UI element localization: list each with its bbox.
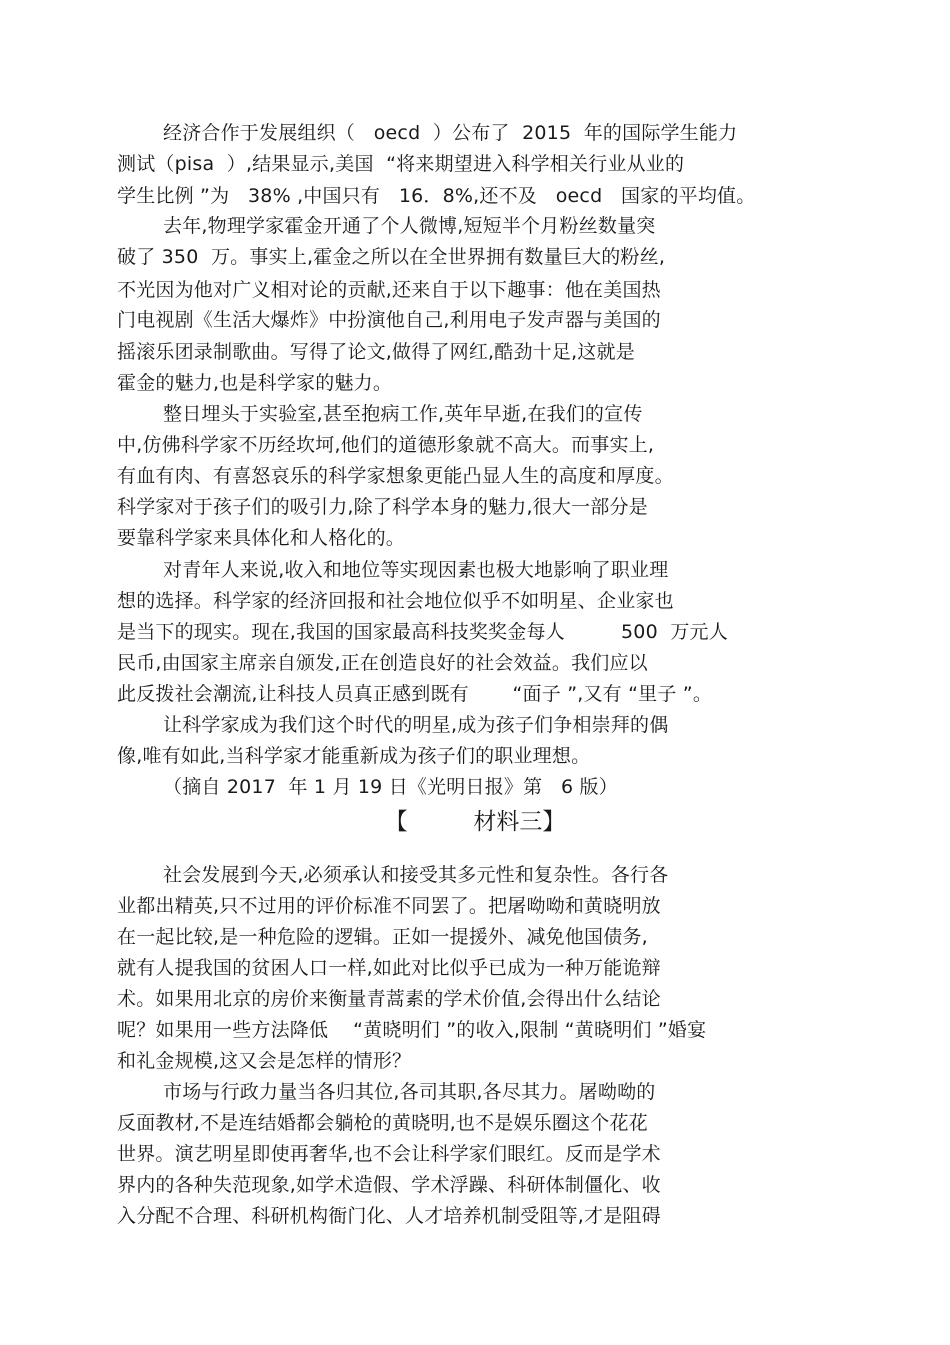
text-line: 整日埋头于实验室,甚至抱病工作,英年早逝,在我们的宣传 xyxy=(163,403,643,425)
text-line: 去年,物理学家霍金开通了个人微博,短短半个月粉丝数量突 xyxy=(163,215,656,237)
text-line: 科学家对于孩子们的吸引力,除了科学本身的魅力,很大一部分是 xyxy=(117,496,648,518)
text-line: 入分配不合理、科研机构衙门化、人才培养机制受阻等,才是阻碍 xyxy=(117,1205,661,1227)
text-line: 霍金的魅力,也是科学家的魅力。 xyxy=(117,372,393,394)
text-line: 要靠科学家来具体化和人格化的。 xyxy=(117,527,406,549)
text-line: 社会发展到今天,必须承认和接受其多元性和复杂性。各行各 xyxy=(163,864,669,886)
text-line: 世界。演艺明星即使再奢华,也不会让科学家们眼红。反而是学术 xyxy=(117,1143,661,1165)
text-line: 民币,由国家主席亲自颁发,正在创造良好的社会效益。我们应以 xyxy=(117,652,648,674)
text-line: 市场与行政力量当各归其位,各司其职,各尽其力。屠呦呦的 xyxy=(163,1081,656,1103)
text-line: 此反拨社会潮流,让科技人员真正感到既有 “面子 ”,又有 “里子 ”。 xyxy=(117,683,713,705)
text-line: 让科学家成为我们这个时代的明星,成为孩子们争相崇拜的偶 xyxy=(163,714,669,736)
text-line: 在一起比较,是一种危险的逻辑。正如一提援外、减免他国债务, xyxy=(117,926,648,948)
text-line: 反面教材,不是连结婚都会躺枪的黄晓明,也不是娱乐圈这个花花 xyxy=(117,1112,648,1134)
citation: （摘自 2017 年 1 月 19 日《光明日报》第 6 版） xyxy=(163,776,618,798)
text-line: 对青年人来说,收入和地位等实现因素也极大地影响了职业理 xyxy=(163,559,669,581)
text-line: 门电视剧《生活大爆炸》中扮演他自己,利用电子发声器与美国的 xyxy=(117,309,661,331)
text-line: 学生比例 ”为 38% ,中国只有 16．8%,还不及 oecd 国家的平均值。 xyxy=(117,185,756,207)
text-line: 有血有肉、有喜怒哀乐的科学家想象更能凸显人生的高度和厚度。 xyxy=(117,465,674,487)
section-heading: 【 材料三】 xyxy=(384,809,566,835)
text-line: 破了 350 万。事实上,霍金之所以在全世界拥有数量巨大的粉丝, xyxy=(117,246,666,268)
text-line: 业都出精英,只不过用的评价标准不同罢了。把屠呦呦和黄晓明放 xyxy=(117,895,661,917)
text-line: 界内的各种失范现象,如学术造假、学术浮躁、科研体制僵化、收 xyxy=(117,1174,661,1196)
text-line: 中,仿佛科学家不历经坎坷,他们的道德形象就不高大。而事实上, xyxy=(117,434,655,456)
text-line: 测试（pisa ）,结果显示,美国 “将来期望进入科学相关行业从业的 xyxy=(117,153,685,175)
text-line: 经济合作于发展组织（ oecd ）公布了 2015 年的国际学生能力 xyxy=(163,122,738,144)
text-line: 术。如果用北京的房价来衡量青蒿素的学术价值,会得出什么结论 xyxy=(117,988,661,1010)
text-line: 不光因为他对广义相对论的贡献,还来自于以下趣事：他在美国热 xyxy=(117,279,661,301)
text-line: 摇滚乐团录制歌曲。写得了论文,做得了网红,酷劲十足,这就是 xyxy=(117,341,635,363)
text-line: 呢？如果用一些方法降低 “黄晓明们 ”的收入,限制 “黄晓明们 ”婚宴 xyxy=(117,1019,707,1041)
text-line: 想的选择。科学家的经济回报和社会地位似乎不如明星、企业家也 xyxy=(117,590,674,612)
text-line: 和礼金规模,这又会是怎样的情形？ xyxy=(117,1050,412,1072)
text-line: 是当下的现实。现在,我国的国家最高科技奖奖金每人 500 万元人 xyxy=(117,621,728,643)
text-line: 像,唯有如此,当科学家才能重新成为孩子们的职业理想。 xyxy=(117,745,591,767)
text-line: 就有人提我国的贫困人口一样,如此对比似乎已成为一种万能诡辩 xyxy=(117,957,661,979)
